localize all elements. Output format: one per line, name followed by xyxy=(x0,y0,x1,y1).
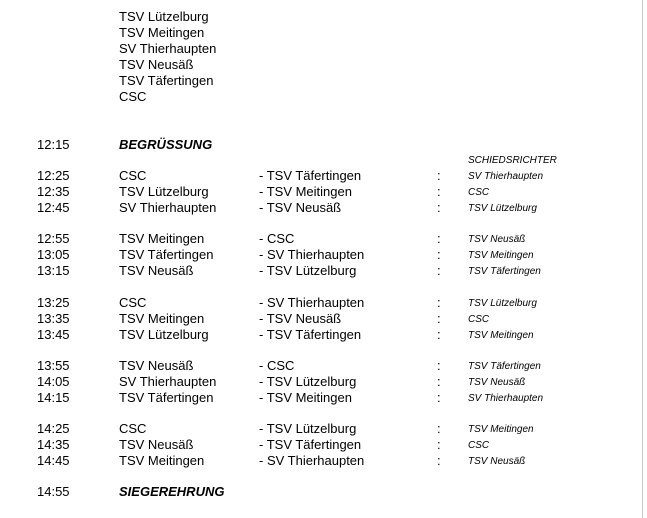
team-list-item: TSV Meitingen xyxy=(119,25,205,40)
match-home-team: TSV Lützelburg xyxy=(119,184,209,199)
match-away-team: - TSV Lützelburg xyxy=(259,374,357,389)
match-home-team: TSV Neusäß xyxy=(119,263,194,278)
match-separator: : xyxy=(437,437,441,452)
opening-row xyxy=(0,137,640,153)
match-row xyxy=(0,327,640,343)
match-referee: TSV Täfertingen xyxy=(468,266,541,277)
match-home-team: CSC xyxy=(119,421,147,436)
match-away-team: - CSC xyxy=(259,231,295,246)
match-away-team: - SV Thierhaupten xyxy=(259,295,365,310)
team-list-item: SV Thierhaupten xyxy=(119,41,217,56)
match-row xyxy=(0,295,640,311)
match-row xyxy=(0,184,640,200)
match-time: 12:25 xyxy=(37,168,70,183)
match-time: 12:55 xyxy=(37,231,70,246)
match-away-team: - TSV Täfertingen xyxy=(259,327,362,342)
match-home-team: TSV Meitingen xyxy=(119,453,205,468)
match-time: 14:35 xyxy=(37,437,70,452)
match-time: 13:25 xyxy=(37,295,70,310)
match-separator: : xyxy=(437,390,441,405)
match-away-team: - TSV Lützelburg xyxy=(259,263,357,278)
match-home-team: TSV Lützelburg xyxy=(119,327,209,342)
match-referee: TSV Lützelburg xyxy=(468,298,537,309)
closing-row xyxy=(0,484,640,500)
match-row xyxy=(0,358,640,374)
match-separator: : xyxy=(437,184,441,199)
match-row xyxy=(0,437,640,453)
match-time: 13:15 xyxy=(37,263,70,278)
match-away-team: - TSV Neusäß xyxy=(259,311,342,326)
match-home-team: TSV Täfertingen xyxy=(119,390,214,405)
match-away-team: - SV Thierhaupten xyxy=(259,453,365,468)
match-row xyxy=(0,231,640,247)
match-referee: TSV Meitingen xyxy=(468,250,534,261)
team-list xyxy=(119,9,216,105)
match-separator: : xyxy=(437,327,441,342)
match-separator: : xyxy=(437,200,441,215)
match-time: 13:45 xyxy=(37,327,70,342)
team-list-item: TSV Lützelburg xyxy=(119,9,209,24)
match-away-team: - CSC xyxy=(259,358,295,373)
match-time: 14:15 xyxy=(37,390,70,405)
match-separator: : xyxy=(437,263,441,278)
match-away-team: - TSV Neusäß xyxy=(259,200,342,215)
match-referee: TSV Täfertingen xyxy=(468,361,541,372)
match-away-team: - SV Thierhaupten xyxy=(259,247,365,262)
match-separator: : xyxy=(437,453,441,468)
match-home-team: CSC xyxy=(119,168,147,183)
match-referee: TSV Neusäß xyxy=(468,377,526,388)
closing-time: 14:55 xyxy=(37,484,70,499)
match-referee: TSV Meitingen xyxy=(468,424,534,435)
match-separator: : xyxy=(437,421,441,436)
closing-label: SIEGEREHRUNG xyxy=(119,484,225,499)
match-away-team: - TSV Meitingen xyxy=(259,184,352,199)
match-time: 14:25 xyxy=(37,421,70,436)
match-referee: TSV Meitingen xyxy=(468,330,534,341)
match-referee: TSV Neusäß xyxy=(468,456,526,467)
match-row xyxy=(0,453,640,469)
match-time: 13:05 xyxy=(37,247,70,262)
match-time: 12:45 xyxy=(37,200,70,215)
match-away-team: - TSV Lützelburg xyxy=(259,421,357,436)
match-time: 13:55 xyxy=(37,358,70,373)
team-list-item: TSV Neusäß xyxy=(119,57,194,72)
match-home-team: TSV Neusäß xyxy=(119,437,194,452)
match-referee: CSC xyxy=(468,314,490,325)
match-home-team: TSV Meitingen xyxy=(119,311,205,326)
match-away-team: - TSV Täfertingen xyxy=(259,168,362,183)
match-home-team: SV Thierhaupten xyxy=(119,374,217,389)
match-home-team: CSC xyxy=(119,295,147,310)
match-time: 13:35 xyxy=(37,311,70,326)
match-home-team: SV Thierhaupten xyxy=(119,200,217,215)
match-separator: : xyxy=(437,168,441,183)
match-separator: : xyxy=(437,311,441,326)
match-separator: : xyxy=(437,247,441,262)
opening-label: BEGRÜSSUNG xyxy=(119,137,213,152)
match-home-team: TSV Meitingen xyxy=(119,231,205,246)
match-row xyxy=(0,374,640,390)
match-time: 12:35 xyxy=(37,184,70,199)
team-list-item: TSV Täfertingen xyxy=(119,73,214,88)
match-referee: TSV Neusäß xyxy=(468,234,526,245)
match-row xyxy=(0,390,640,406)
page-edge-divider xyxy=(642,0,643,518)
match-separator: : xyxy=(437,231,441,246)
match-time: 14:45 xyxy=(37,453,70,468)
match-row xyxy=(0,247,640,263)
match-separator: : xyxy=(437,374,441,389)
match-row xyxy=(0,421,640,437)
match-referee: SV Thierhaupten xyxy=(468,393,544,404)
referee-column-header: SCHIEDSRICHTER xyxy=(468,155,557,166)
match-home-team: TSV Neusäß xyxy=(119,358,194,373)
opening-time: 12:15 xyxy=(37,137,70,152)
match-row xyxy=(0,311,640,327)
match-away-team: - TSV Täfertingen xyxy=(259,437,362,452)
match-home-team: TSV Täfertingen xyxy=(119,247,214,262)
match-row xyxy=(0,200,640,216)
team-list-item: CSC xyxy=(119,89,147,104)
match-time: 14:05 xyxy=(37,374,70,389)
match-separator: : xyxy=(437,358,441,373)
match-row xyxy=(0,263,640,279)
match-referee: CSC xyxy=(468,440,490,451)
match-separator: : xyxy=(437,295,441,310)
match-referee: SV Thierhaupten xyxy=(468,171,544,182)
match-row xyxy=(0,168,640,184)
match-referee: TSV Lützelburg xyxy=(468,203,537,214)
match-referee: CSC xyxy=(468,187,490,198)
match-away-team: - TSV Meitingen xyxy=(259,390,352,405)
